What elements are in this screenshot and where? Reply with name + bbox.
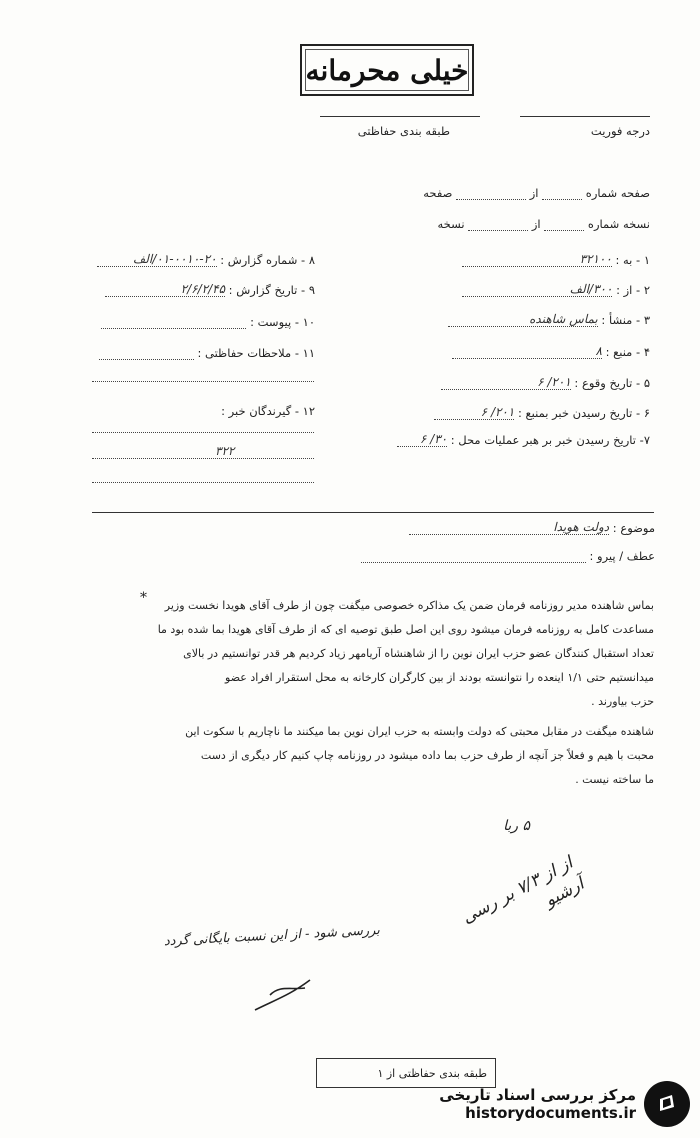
field-source-value: ۸ [452,344,602,359]
subject-value: دولت هویدا [409,520,609,535]
urgency-label: درجه فوریت [590,124,650,138]
field-attachment: ۱۰ - پیوست : [90,314,315,329]
page-number-field: صفحه شماره از صفحه [423,186,650,200]
body-line: شاهنده میگفت در مقابل محبتی که دولت وابسته به حزب ایران نوین بما میکنند ما ناچاریم با سکوت این [185,725,654,738]
body-line: میدانستیم حتی ۱/۱ اینعده را نتوانسته بودند از بین کارگران کارخانه به محل استقرار افراد عضو [225,671,654,684]
body-line: بماس شاهنده مدیر روزنامه فرمان ضمن یک مذاکره خصوصی میگفت چون از طرف آقای هویدا نخست وزیر [164,599,654,612]
signature-mark [250,970,320,1015]
body-line: ما ساخته نیست . [575,773,654,786]
field-origin-value: بماس شاهنده [448,312,598,327]
handwritten-note-right: از از ۷/۳ بر رسی آرشیو [458,852,588,928]
field-security-notes: ۱۱ - ملاحظات حفاظتی : [90,345,315,360]
body-line: تعداد استقبال کنندگان عضو حزب ایران نوین را از شاهنشاه آریامهر زیاد کردیم هر قدر توانستیم در بالای [183,647,654,660]
field-report-number-value: ۰۱-۰۰۱۰-۲۰/الف [97,252,217,267]
field-recipients-value: ۳۲۲ [215,444,235,458]
blank-line [92,432,314,433]
field-source-received-date: ۶ - تاریخ رسیدن خبر بمنبع : ۲۰۱/ ۶ [420,405,650,420]
field-report-date-value: ۲/۶/۲/۴۵ [105,282,225,297]
subject-field: موضوع : دولت هویدا [360,520,655,535]
field-from: ۲ - از : ۳۰۰/الف [420,282,650,297]
blank-line [92,458,314,459]
copy-number-field: نسخه شماره از نسخه [437,217,650,231]
footer-security-stamp-text: طبقه بندی حفاظتی از ۱ [377,1067,487,1080]
blank-line [92,482,314,483]
classification-stamp-text: خیلی محرمانه [305,53,469,87]
field-to: ۱ - به : ۳۲۱۰۰ [420,252,650,267]
handwritten-date: ۵ ربا [503,818,530,834]
body-line: محبت با هیم و فعلاً جز آنچه از طرف حزب بما داده میشود در روزنامه چاپ کنیم کار دیگری از دست [200,749,654,762]
field-source: ۴ - منبع : ۸ [420,344,650,359]
field-event-date-value: ۲۰۱/ ۶ [441,375,571,390]
follow-field: عطف / پیرو : [360,548,655,563]
classification-stamp [300,44,474,96]
field-origin: ۳ - منشأ : بماس شاهنده [420,312,650,327]
field-recipients: ۱۲ - گیرندگان خبر : [221,404,315,418]
report-body [88,597,654,789]
field-to-value: ۳۲۱۰۰ [462,252,612,267]
section-divider [92,512,654,513]
body-line: مساعدت کامل به روزنامه فرمان میشود روی این اصل طبق توصیه ای که از طرف آقای هویدا بما شده بود ما [157,623,654,636]
blank-line [92,381,314,382]
watermark-logo [415,1076,690,1132]
field-report-date: ۹ - تاریخ گزارش : ۲/۶/۲/۴۵ [90,282,315,297]
field-ops-received-date: ۷- تاریخ رسیدن خبر بر هبر عملیات محل : ۳۰/ ۶ [395,432,650,447]
watermark-title: مرکز بررسی اسناد تاریخی [439,1086,636,1104]
header-rule-left [520,116,650,117]
handwritten-note-left: بررسی شود - از این نسبت بایگانی گردد [163,922,381,950]
header-rule-right [320,116,480,117]
field-report-number: ۸ - شماره گزارش : ۰۱-۰۰۱۰-۲۰/الف [90,252,315,267]
field-source-received-date-value: ۲۰۱/ ۶ [434,405,514,420]
watermark-url: historydocuments.ir [465,1104,636,1122]
body-line: حزب بیاورند . [591,695,654,708]
asterisk-mark: * [140,590,147,606]
security-label: طبقه بندی حفاظتی [357,124,450,138]
field-ops-received-date-value: ۳۰/ ۶ [397,432,447,447]
field-from-value: ۳۰۰/الف [462,282,612,297]
field-event-date: ۵ - تاریخ وقوع : ۲۰۱/ ۶ [420,375,650,390]
archive-logo-icon [644,1081,690,1127]
